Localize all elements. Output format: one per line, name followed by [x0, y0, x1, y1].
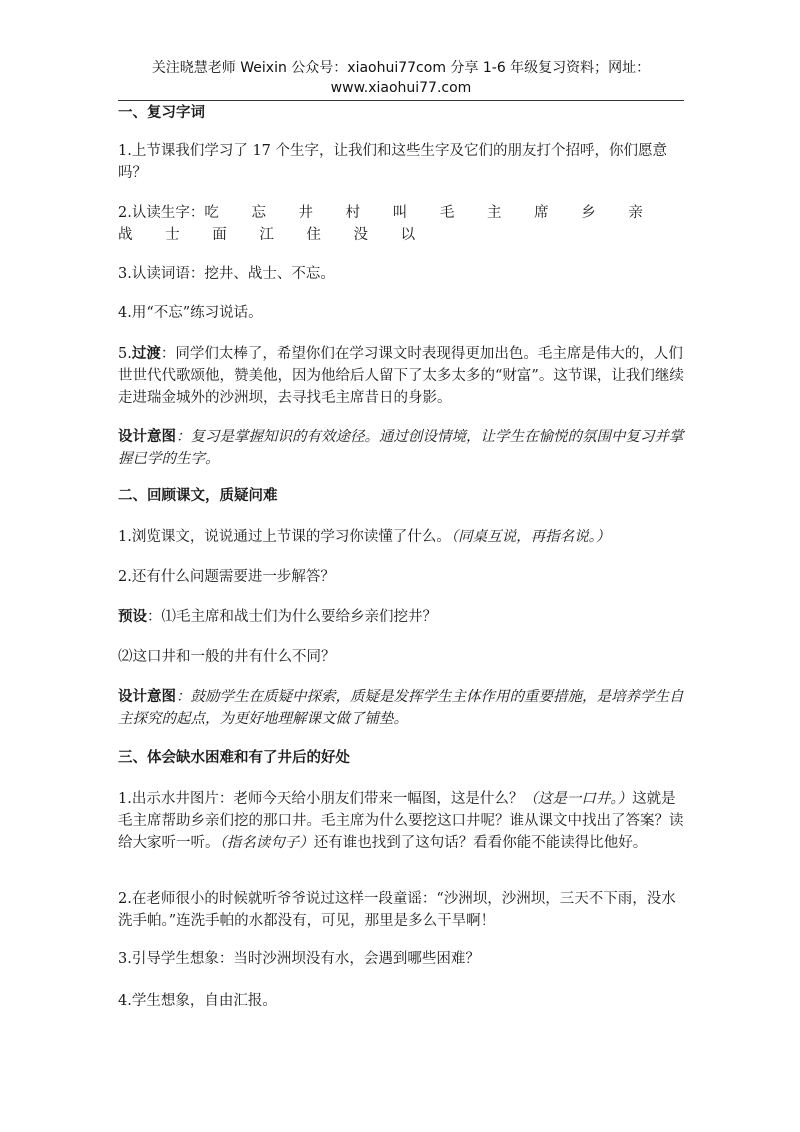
section-2-design-intent — [118, 686, 684, 730]
preset-text: ：⑴毛主席和战士们为什么要给乡亲们挖井？ — [147, 609, 437, 625]
design-intent-label-2: 设计意图 — [118, 689, 176, 705]
s3-p1b: 这就是毛主席帮助乡亲们挖的那口井。毛主席为什么要挖这口井呢？谁从课文中找出了答案？读给大家听一听。 — [118, 791, 684, 851]
section-2-paragraph-2: 2.还有什么问题需要进一步解答？ — [118, 569, 335, 585]
section-2-preset-2: ⑵这口井和一般的井有什么不同？ — [118, 649, 336, 665]
chars-label: 2.认读生字： — [118, 205, 205, 221]
s2-p1-text: 1.浏览课文，说说通过上节课的学习你读懂了什么。 — [118, 529, 451, 545]
transition-label: 过渡 — [131, 346, 161, 362]
header-line-2: www.xiaohui77.com — [330, 80, 472, 96]
section-3-paragraph-4: 4.学生想象，自由汇报。 — [118, 993, 277, 1009]
s3-p1a: 1.出示水井图片：老师今天给小朋友们带来一幅图，这是什么？ — [118, 791, 524, 807]
section-1-paragraph-5 — [118, 343, 684, 409]
section-1-paragraph-4: 4.用“不忘”练习说话。 — [118, 305, 263, 321]
section-2-preset-1 — [118, 606, 684, 628]
s2-p1-note: （同桌互说，再指名说。） — [450, 529, 611, 545]
design-intent-label: 设计意图 — [118, 429, 176, 445]
section-1-paragraph-2 — [118, 202, 684, 246]
s3-p1-note-1: （这是一口井。） — [523, 791, 633, 807]
header-divider — [118, 100, 684, 101]
section-3-title: 三、体会缺水困难和有了井后的好处 — [118, 750, 350, 766]
section-1-paragraph-1: 1.上节课我们学习了 17 个生字，让我们和这些生字及它们的朋友打个招呼，你们愿意吗？ — [118, 143, 668, 181]
section-3-paragraph-2: 2.在老师很小的时候就听爷爷说过这样一段童谣：“沙洲坝，沙洲坝，三天不下雨，没水洗手帕。”连洗手帕的水都没有，可见，那里是多么干旱啊！ — [118, 891, 676, 929]
page-header — [118, 58, 684, 98]
section-3-paragraph-3: 3.引导学生想象：当时沙洲坝没有水，会遇到哪些困难？ — [118, 951, 480, 967]
section-3-paragraph-1 — [118, 788, 684, 854]
s3-p1c: 还有谁也找到了这句话？看看你能不能读得比他好。 — [313, 835, 648, 851]
s3-p1-note-2: （指名读句子） — [219, 835, 314, 851]
section-1-design-intent — [118, 426, 684, 470]
preset-label: 预设 — [118, 609, 147, 625]
header-line-1: 关注晓慧老师 Weixin 公众号：xiaohui77com 分享 1-6 年级复习资料；网址： — [151, 60, 651, 76]
section-2-paragraph-1 — [118, 526, 684, 548]
section-1-paragraph-3: 3.认读词语：挖井、战士、不忘。 — [118, 266, 335, 282]
section-2-title: 二、回顾课文，质疑问难 — [118, 488, 278, 504]
section-1-title: 一、复习字词 — [118, 105, 205, 121]
chars-list: 吃 忘 井 村 叫 毛 主 席 乡 亲 战 士 面 江 住 没 以 — [118, 205, 657, 243]
design-intent-text: ：复习是掌握知识的有效途径。通过创设情境，让学生在愉悦的氛围中复习并掌握已学的生字。 — [118, 429, 684, 467]
transition-prefix: 5. — [118, 346, 132, 362]
design-intent-text-2: ：鼓励学生在质疑中探索，质疑是发挥学生主体作用的重要措施，是培养学生自主探究的起点，为更好地理解课文做了铺垫。 — [118, 689, 684, 727]
transition-text: ：同学们太棒了，希望你们在学习课文时表现得更加出色。毛主席是伟大的，人们世世代代歌颂他，赞美他，因为他给后人留下了太多太多的“财富”。这节课，让我们继续走进瑞金城外的沙洲坝，去寻找毛主席昔日的身影。 — [118, 346, 684, 406]
